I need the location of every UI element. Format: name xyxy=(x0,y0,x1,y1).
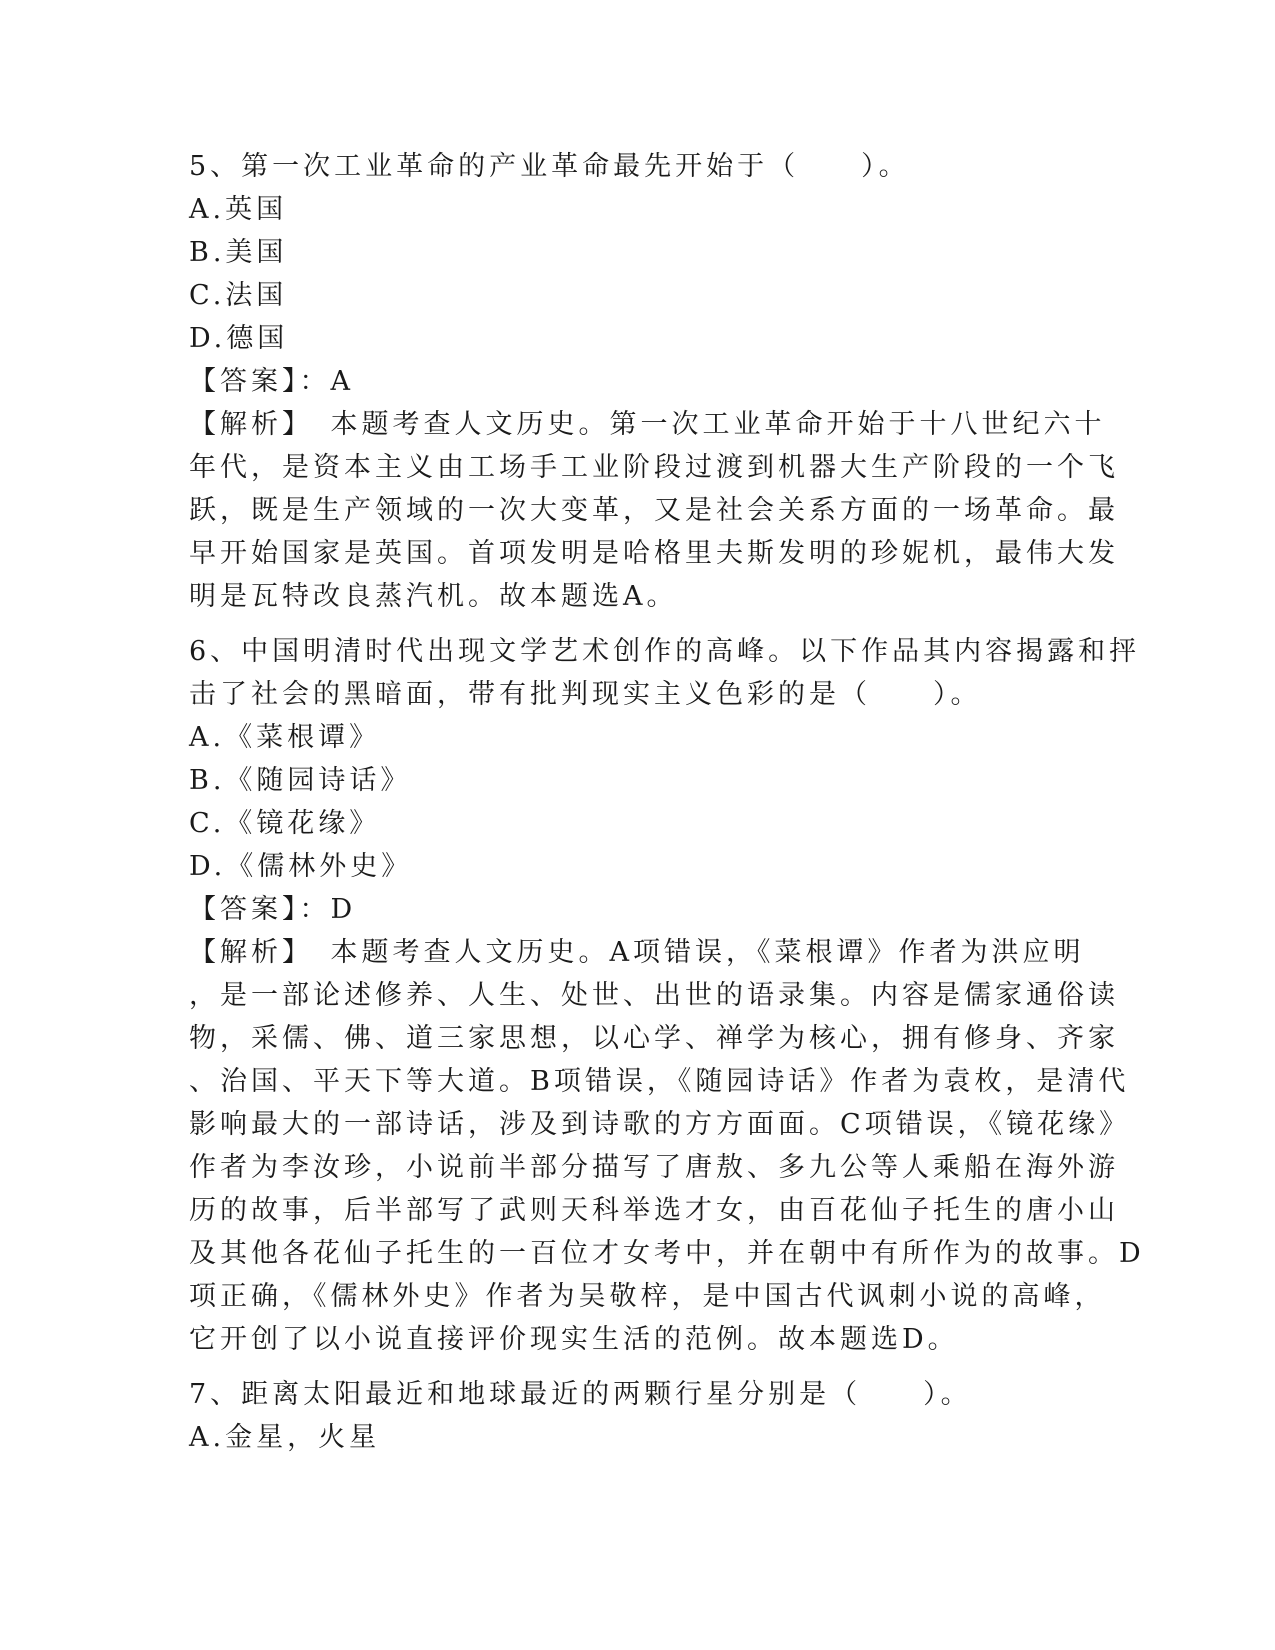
option-a: A.《菜根谭》 xyxy=(189,722,381,753)
question-7 xyxy=(189,1373,1089,1459)
analysis-line: 早开始国家是英国。首项发明是哈格里夫斯发明的珍妮机，最伟大发 xyxy=(189,538,1119,569)
question-stem: 5、第一次工业革命的产业革命最先开始于（ ）。 xyxy=(189,151,910,182)
analysis-line: 明是瓦特改良蒸汽机。故本题选A。 xyxy=(189,581,678,612)
option-d: D.德国 xyxy=(189,323,289,354)
analysis-line: 物，采儒、佛、道三家思想，以心学、禅学为核心，拥有修身、齐家 xyxy=(189,1023,1119,1054)
analysis-line: 年代，是资本主义由工场手工业阶段过渡到机器大生产阶段的一个飞 xyxy=(189,452,1119,483)
analysis-line: 、治国、平天下等大道。B项错误，《随园诗话》作者为袁枚，是清代 xyxy=(189,1066,1130,1097)
document-page xyxy=(189,145,1145,1459)
option-c: C.《镜花缘》 xyxy=(189,808,381,839)
option-b: B.《随园诗话》 xyxy=(189,765,412,796)
option-a: A.英国 xyxy=(189,194,288,225)
analysis-line: 项正确，《儒林外史》作者为吴敬梓，是中国古代讽刺小说的高峰， xyxy=(189,1281,1106,1312)
question-stem: 击了社会的黑暗面，带有批判现实主义色彩的是（ ）。 xyxy=(189,679,982,710)
analysis-line: 历的故事，后半部写了武则天科举选才女，由百花仙子托生的唐小山 xyxy=(189,1195,1119,1226)
analysis-block xyxy=(189,931,1145,1361)
analysis-line: 【解析】 本题考查人文历史。A项错误，《菜根谭》作者为洪应明 xyxy=(189,937,1085,968)
answer-line: 【答案】：A xyxy=(189,366,354,397)
analysis-line: 跃，既是生产领域的一次大变革，又是社会关系方面的一场革命。最 xyxy=(189,495,1119,526)
analysis-line: 及其他各花仙子托生的一百位才女考中，并在朝中有所作为的故事。D xyxy=(189,1238,1145,1269)
question-stem: 6、中国明清时代出现文学艺术创作的高峰。以下作品其内容揭露和抨 xyxy=(189,636,1141,667)
analysis-line: 作者为李汝珍，小说前半部分描写了唐敖、多九公等人乘船在海外游 xyxy=(189,1152,1119,1183)
question-5 xyxy=(189,145,1119,618)
analysis-line: ，是一部论述修养、人生、处世、出世的语录集。内容是儒家通俗读 xyxy=(189,980,1119,1011)
option-c: C.法国 xyxy=(189,280,288,311)
question-6 xyxy=(189,630,1145,1361)
option-a: A.金星，火星 xyxy=(189,1422,381,1453)
option-b: B.美国 xyxy=(189,237,288,268)
analysis-block xyxy=(189,403,1119,618)
option-d: D.《儒林外史》 xyxy=(189,851,413,882)
analysis-line: 【解析】 本题考查人文历史。第一次工业革命开始于十八世纪六十 xyxy=(189,409,1106,440)
answer-line: 【答案】：D xyxy=(189,894,357,925)
question-stem: 7、距离太阳最近和地球最近的两颗行星分别是（ ）。 xyxy=(189,1379,972,1410)
analysis-line: 影响最大的一部诗话，涉及到诗歌的方方面面。C项错误，《镜花缘》 xyxy=(189,1109,1131,1140)
analysis-line: 它开创了以小说直接评价现实生活的范例。故本题选D。 xyxy=(189,1324,959,1355)
